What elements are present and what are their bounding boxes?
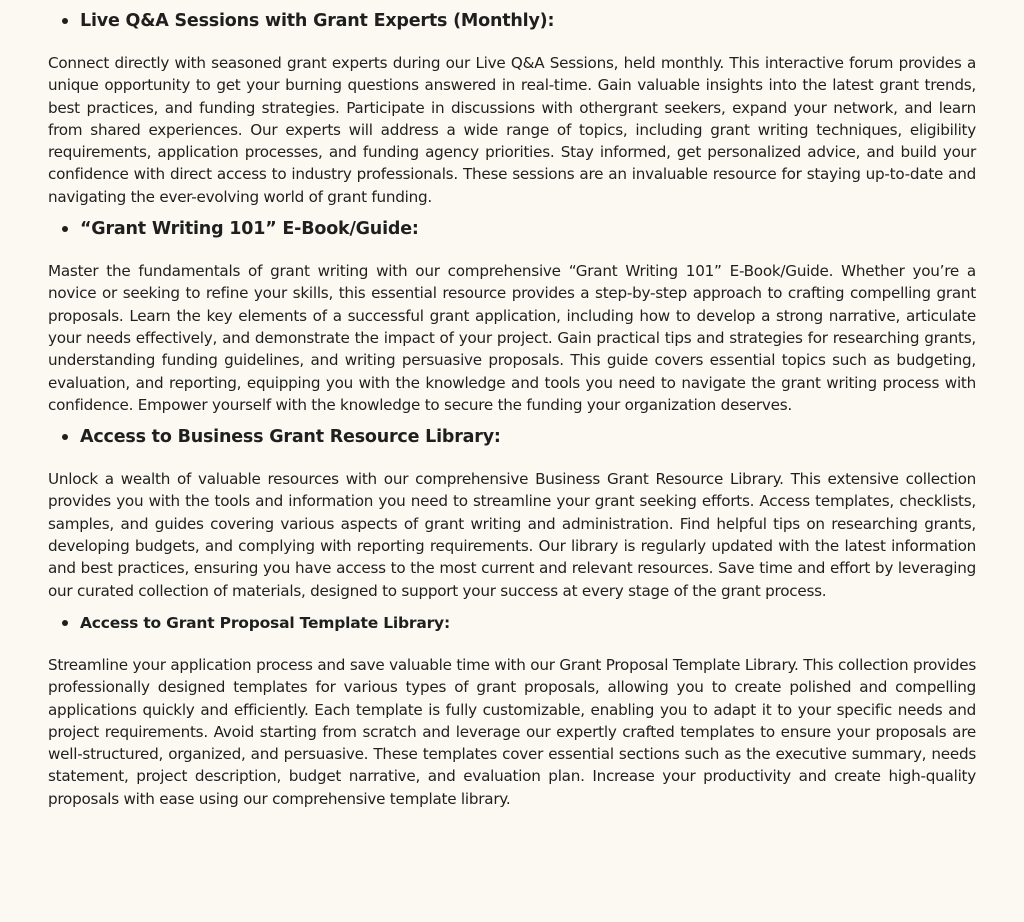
section-heading-row [48,608,976,638]
section-paragraph: Connect directly with seasoned grant experts during our Live Q&A Sessions, held monthly. This interactive forum provides a unique opportunity to get your burning questions answered in real-time. Gain valuable insights into the latest grant trends, best practices, and funding strategies. Participate in discussions with othergrant seekers, expand your network, and learn from shared experiences. Our experts will address a wide range of topics, including grant writing techniques, eligibility requirements, application processes, and funding agency priorities. Stay informed, get personalized advice, and build your confidence with direct access to industry professionals. These sessions are an invaluable resource for staying up-to-date and navigating the ever-evolving world of grant funding. [48,54,976,206]
section-live-qa [48,6,976,208]
bullet-icon [62,620,68,626]
section-heading-row [48,214,976,244]
bullet-icon [62,434,68,440]
section-paragraph: Streamline your application process and save valuable time with our Grant Proposal Template Library. This collection provides professionally designed templates for various types of grant proposals, allowing you to create polished and compelling applications quickly and efficiently. Each template is fully customizable, enabling you to adapt it to your specific needs and project requirements. Avoid starting from scratch and leverage our expertly crafted templates to ensure your proposals are well-structured, organized, and persuasive. These templates cover essential sections such as the executive summary, needs statement, project description, budget narrative, and evaluation plan. Increase your productivity and create high-quality proposals with ease using our comprehensive template library. [48,655,976,808]
bullet-icon [62,226,68,232]
bullet-icon [62,18,68,24]
section-grant-writing-101 [48,214,976,416]
section-paragraph: Unlock a wealth of valuable resources with our comprehensive Business Grant Resource Library. This extensive collection provides you with the tools and information you need to streamline your grant seeking efforts. Access templates, checklists, samples, and guides covering various aspects of grant writing and administration. Find helpful tips on researching grants, developing budgets, and complying with reporting requirements. Our library is regularly updated with the latest information and best practices, ensuring you have access to the most current and relevant resources. Save time and effort by leveraging our curated collection of materials, designed to support your success at every stage of the grant process. [48,470,976,600]
section-heading-row [48,6,976,36]
section-heading-row [48,422,976,452]
section-heading: Access to Business Grant Resource Library: [80,427,501,448]
section-heading: Live Q&A Sessions with Grant Experts (Monthly): [80,11,555,31]
section-business-grant-library [48,422,976,602]
section-proposal-template-library [48,608,976,810]
section-paragraph: Master the fundamentals of grant writing with our comprehensive “Grant Writing 101” E-Book/Guide. Whether you’re a novice or seeking to refine your skills, this essential resource provides a step-by-step approach to crafting compelling grant proposals. Learn the key elements of a successful grant application, including how to develop a strong narrative, articulate your needs effectively, and demonstrate the impact of your project. Gain practical tips and strategies for researching grants, understanding funding guidelines, and writing persuasive proposals. This guide covers essential topics such as budgeting, evaluation, and reporting, equipping you with the knowledge and tools you need to navigate the grant writing process with confidence. Empower yourself with the knowledge to secure the funding your organization deserves. [48,262,976,414]
section-heading: “Grant Writing 101” E-Book/Guide: [80,219,419,240]
section-heading: Access to Grant Proposal Template Library: [80,613,450,632]
